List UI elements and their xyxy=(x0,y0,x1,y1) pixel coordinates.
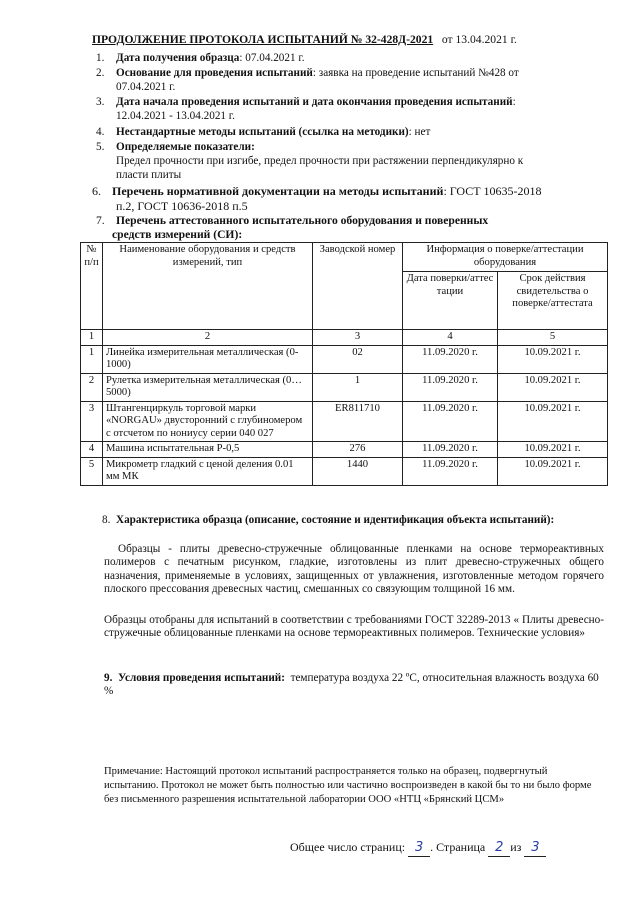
section-label: Определяемые показатели: xyxy=(116,141,255,153)
verification-date: 11.09.2020 г. xyxy=(403,457,498,485)
section-label: Перечень аттестованного испытательного оборудования и поверенных xyxy=(116,214,489,227)
section-4 xyxy=(96,126,616,139)
equipment-table xyxy=(80,242,608,486)
validity-date: 10.09.2021 г. xyxy=(498,457,608,485)
serial-number: 1440 xyxy=(313,457,403,485)
section-number: 2. xyxy=(96,67,105,79)
header-serial: Заводской номер xyxy=(313,243,403,330)
table-row xyxy=(81,401,608,442)
table-row xyxy=(81,457,608,485)
table-row xyxy=(81,373,608,401)
equipment-name: Линейка измерительная металлическая (0-1000) xyxy=(103,345,313,373)
section-1 xyxy=(96,52,616,65)
section-label: Дата получения образца xyxy=(116,52,240,64)
verification-date: 11.09.2020 г. xyxy=(403,345,498,373)
document-title-line xyxy=(92,33,612,47)
section-value: : xyxy=(512,96,516,108)
section-6 xyxy=(92,184,612,198)
section-label: Перечень нормативной документации на методы испытаний xyxy=(112,184,444,198)
section-value: температура воздуха 22 ºС, относительная влажность воздуха 60 % xyxy=(104,672,599,698)
section-8-sampling: Образцы отобраны для испытаний в соответствии с требованиями ГОСТ 32289-2013 « Плиты древесно-стружечные облицованные пленками на основе термореактивных полимеров. Технические условия» xyxy=(104,614,604,640)
verification-date: 11.09.2020 г. xyxy=(403,401,498,442)
validity-date: 10.09.2021 г. xyxy=(498,345,608,373)
section-number: 9. xyxy=(104,672,113,684)
section-2-continuation: 07.04.2021 г. xyxy=(116,81,176,93)
section-number: 7. xyxy=(96,214,105,227)
section-number: 4. xyxy=(96,126,105,138)
section-8 xyxy=(102,514,602,527)
equipment-name: Машина испытательная Р-0,5 xyxy=(103,442,313,458)
section-5-value: Предел прочности при изгибе, предел прочности при растяжении перпендикулярно к xyxy=(116,155,524,167)
table-row xyxy=(81,442,608,458)
equipment-name: Рулетка измерительная металлическая (0…5000) xyxy=(103,373,313,401)
equipment-name: Микрометр гладкий с ценой деления 0.01 мм МК xyxy=(103,457,313,485)
table-header-row xyxy=(81,243,608,272)
section-value: : ГОСТ 10635-2018 xyxy=(443,184,542,198)
section-5 xyxy=(96,141,616,154)
equipment-name: Штангенциркуль торговой марки «NORGAU» двусторонний с глубиномером с отсчетом по нониусу серии 040 027 xyxy=(103,401,313,442)
serial-number: 1 xyxy=(313,373,403,401)
header-num: № п/п xyxy=(81,243,103,330)
disclaimer-note: Примечание: Настоящий протокол испытаний распространяется только на образец, подвергнутый испытанию. Протокол не может быть полностью или частично воспроизведен в какой бы то ни было форме без письменного разрешения испытательной лаборатории ООО «НТЦ «Брянский ЦСМ» xyxy=(104,766,592,805)
section-value: : заявка на проведение испытаний №428 от xyxy=(312,67,519,79)
section-number: 3. xyxy=(96,96,105,108)
column-number: 3 xyxy=(313,330,403,346)
column-number: 2 xyxy=(103,330,313,346)
section-8-description: Образцы - плиты древесно-стружечные облицованные пленками на основе термореактивных полимеров с печатным рисунком, гладкие, изготовлены из плит древесно-стружечных общего назначения, применяемые в условиях, защищенных от увлажнения, изготовленные методом горячего плоского прессования древесных частиц, смешанных со связующим толщиной 16 мм. xyxy=(104,543,604,596)
column-number: 5 xyxy=(498,330,608,346)
section-3 xyxy=(96,96,616,109)
section-label: Характеристика образца (описание, состояние и идентификация объекта испытаний): xyxy=(115,514,555,526)
column-number: 1 xyxy=(81,330,103,346)
section-2 xyxy=(96,67,616,80)
page-counter xyxy=(290,840,546,857)
total-pages-label: Общее число страниц: xyxy=(290,840,406,854)
section-6-continuation: п.2, ГОСТ 10636-2018 п.5 xyxy=(116,199,248,213)
section-value: : нет xyxy=(408,126,431,138)
page-label: . Страница xyxy=(430,840,486,854)
validity-date: 10.09.2021 г. xyxy=(498,442,608,458)
section-9 xyxy=(104,672,604,699)
of-label: из xyxy=(510,840,522,854)
section-7-continuation: средств измерений (СИ): xyxy=(112,228,243,241)
total-pages-value: 3 xyxy=(408,840,430,857)
verification-date: 11.09.2020 г. xyxy=(403,373,498,401)
verification-date: 11.09.2020 г. xyxy=(403,442,498,458)
protocol-date: от 13.04.2021 г. xyxy=(441,33,517,46)
header-verification-date: Дата поверки/аттес тации xyxy=(403,272,498,330)
row-number: 5 xyxy=(81,457,103,485)
header-verification-info: Информация о поверке/аттестации оборудования xyxy=(403,243,608,272)
validity-date: 10.09.2021 г. xyxy=(498,401,608,442)
section-label: Условия проведения испытаний: xyxy=(117,672,285,684)
section-5-continuation: пласти плиты xyxy=(116,169,182,181)
section-value: : 07.04.2021 г. xyxy=(239,52,305,64)
row-number: 2 xyxy=(81,373,103,401)
header-validity: Срок действия свидетельства о поверке/аттестата xyxy=(498,272,608,330)
of-pages-value: 3 xyxy=(524,840,546,857)
serial-number: 276 xyxy=(313,442,403,458)
row-number: 1 xyxy=(81,345,103,373)
section-label: Нестандартные методы испытаний (ссылка на методики) xyxy=(116,126,409,138)
protocol-title: ПРОДОЛЖЕНИЕ ПРОТОКОЛА ИСПЫТАНИЙ № 32-428Д-2021 xyxy=(92,33,434,46)
serial-number: ER811710 xyxy=(313,401,403,442)
header-name: Наименование оборудования и средств измерений, тип xyxy=(103,243,313,330)
section-number: 1. xyxy=(96,52,105,64)
section-number: 5. xyxy=(96,141,105,153)
row-number: 3 xyxy=(81,401,103,442)
section-7 xyxy=(96,214,616,228)
validity-date: 10.09.2021 г. xyxy=(498,373,608,401)
row-number: 4 xyxy=(81,442,103,458)
section-label: Основание для проведения испытаний xyxy=(116,67,313,79)
table-column-numbers-row xyxy=(81,330,608,346)
column-number: 4 xyxy=(403,330,498,346)
serial-number: 02 xyxy=(313,345,403,373)
page-number-value: 2 xyxy=(488,840,510,857)
section-3-continuation: 12.04.2021 - 13.04.2021 г. xyxy=(116,110,235,122)
table-row xyxy=(81,345,608,373)
section-number: 6. xyxy=(92,184,101,198)
section-number: 8. xyxy=(102,514,111,526)
section-label: Дата начала проведения испытаний и дата окончания проведения испытаний xyxy=(116,96,513,108)
